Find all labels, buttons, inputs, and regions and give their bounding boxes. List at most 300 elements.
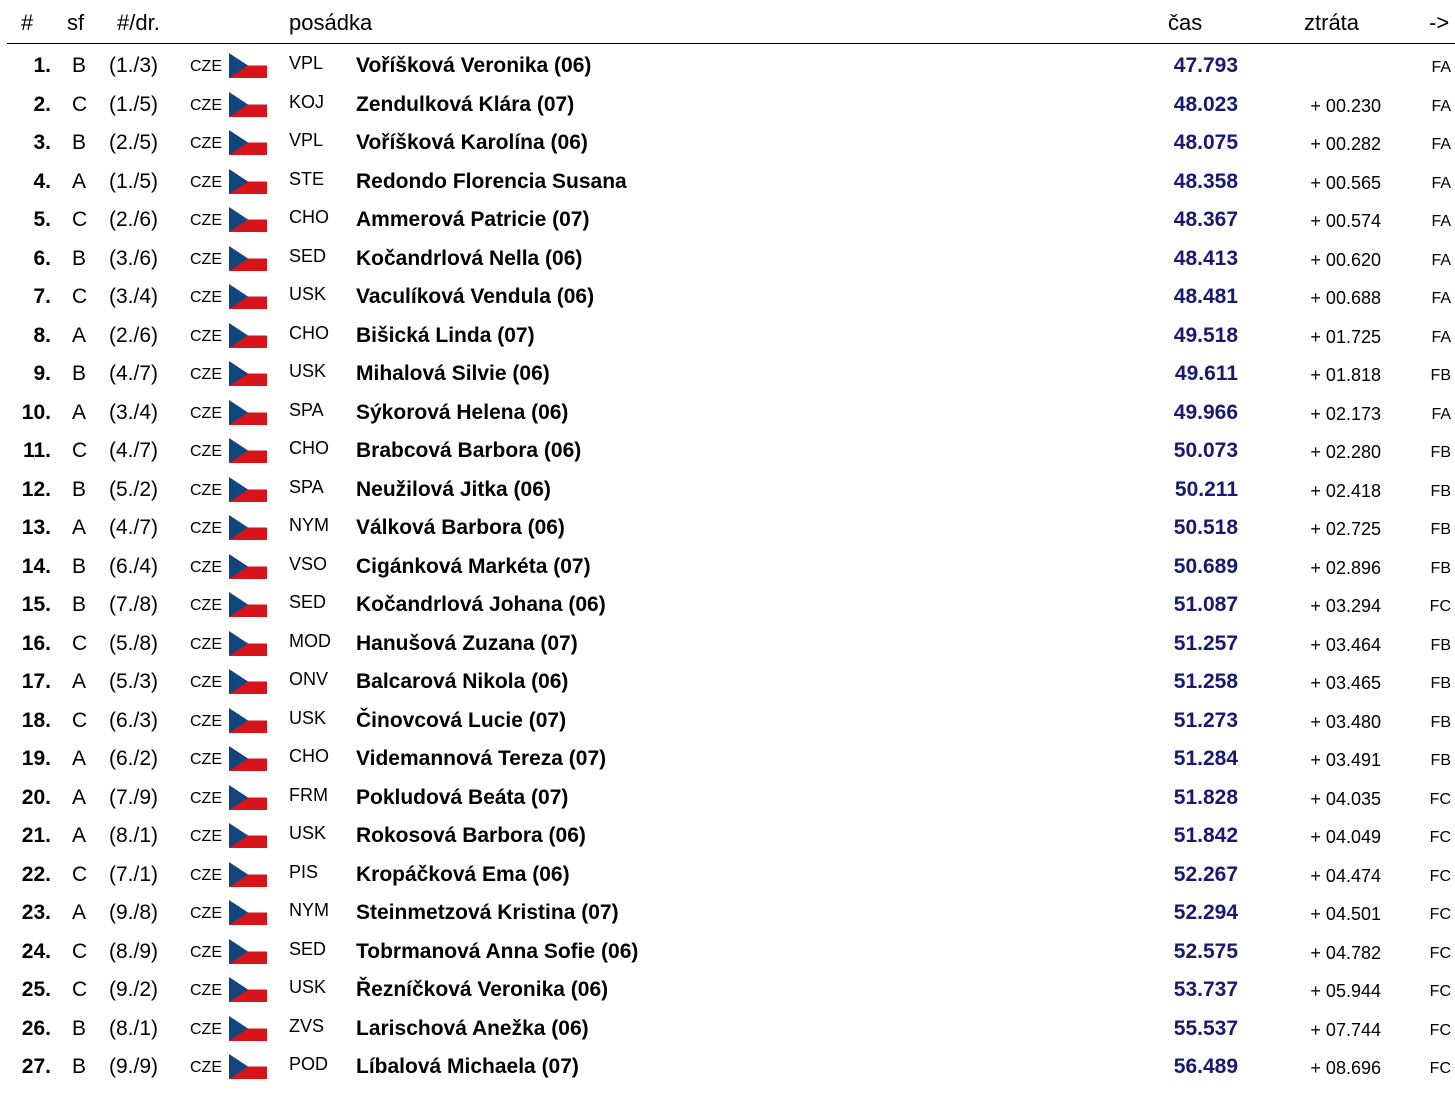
table-row xyxy=(0,780,1455,818)
semifinal-cell: A xyxy=(72,323,87,347)
place-lane-cell: (3./6) xyxy=(109,246,159,270)
place-lane-cell: (4./7) xyxy=(109,516,159,539)
club-code: CHO xyxy=(289,322,329,343)
rank-cell: 24. xyxy=(21,939,51,963)
time-cell: 51.258 xyxy=(1173,670,1238,693)
next-round-cell: FB xyxy=(1430,675,1451,692)
crew-name: Kočandrlová Nella (06) xyxy=(356,246,583,270)
nation-code: CZE xyxy=(190,443,222,460)
crew-name: Ammerová Patricie (07) xyxy=(356,208,590,231)
rank-cell: 1. xyxy=(33,54,51,77)
loss-cell: + 03.464 xyxy=(1310,634,1381,655)
semifinal-cell: A xyxy=(72,785,87,809)
rank-cell: 27. xyxy=(21,1055,51,1078)
place-lane-cell: (5./8) xyxy=(109,631,159,655)
czech-flag-icon xyxy=(229,1054,267,1079)
crew-name: Steinmetzová Kristina (07) xyxy=(356,901,619,924)
czech-flag-icon xyxy=(229,477,267,502)
semifinal-cell: C xyxy=(72,708,88,732)
rank-cell: 4. xyxy=(33,169,51,193)
semifinal-cell: B xyxy=(72,131,87,154)
semifinal-cell: C xyxy=(72,978,88,1001)
rank-cell: 13. xyxy=(21,516,51,539)
loss-cell: + 04.049 xyxy=(1310,827,1381,847)
semifinal-cell: B xyxy=(72,246,87,270)
rank-cell: 17. xyxy=(21,670,51,693)
time-cell: 49.611 xyxy=(1174,362,1238,385)
table-header xyxy=(0,0,1455,43)
crew-name: Redondo Florencia Susana xyxy=(356,169,627,193)
rank-cell: 12. xyxy=(21,477,51,501)
loss-cell: + 02.280 xyxy=(1310,442,1381,462)
time-cell: 53.737 xyxy=(1173,978,1238,1001)
club-code: ONV xyxy=(289,669,329,689)
semifinal-cell: A xyxy=(72,670,87,693)
semifinal-cell: B xyxy=(72,593,87,616)
loss-cell: + 00.620 xyxy=(1310,249,1381,270)
semifinal-cell: A xyxy=(72,824,87,847)
semifinal-cell: C xyxy=(72,631,88,655)
header-rank: # xyxy=(21,10,34,35)
rank-cell: 14. xyxy=(21,554,51,578)
semifinal-cell: A xyxy=(72,516,87,539)
crew-name: Voříšková Karolína (06) xyxy=(356,131,588,154)
header-next: -> xyxy=(1429,10,1450,35)
time-cell: 52.294 xyxy=(1173,901,1238,924)
place-lane-cell: (3./4) xyxy=(109,400,159,424)
semifinal-cell: A xyxy=(72,400,87,424)
table-row xyxy=(0,972,1455,1010)
club-code: POD xyxy=(289,1054,329,1074)
czech-flag-icon xyxy=(229,785,267,810)
nation-code: CZE xyxy=(190,1059,222,1076)
place-lane-cell: (4./7) xyxy=(109,362,159,385)
time-cell: 52.267 xyxy=(1173,862,1238,886)
next-round-cell: FC xyxy=(1429,1060,1451,1077)
nation-code: CZE xyxy=(190,635,222,653)
crew-name: Činovcová Lucie (07) xyxy=(356,708,567,732)
loss-cell: + 03.491 xyxy=(1310,750,1381,770)
club-code: MOD xyxy=(289,630,331,651)
crew-name: Neužilová Jitka (06) xyxy=(356,477,551,501)
time-cell: 48.481 xyxy=(1173,285,1238,308)
table-row xyxy=(0,318,1455,356)
next-round-cell: FA xyxy=(1431,136,1451,153)
table-row xyxy=(0,1049,1455,1087)
header-sf: sf xyxy=(67,10,85,35)
czech-flag-icon xyxy=(229,708,267,733)
nation-code: CZE xyxy=(190,366,222,383)
rank-cell: 23. xyxy=(21,901,51,924)
loss-cell: + 04.035 xyxy=(1310,788,1381,809)
club-code: VPL xyxy=(289,53,324,73)
crew-name: Vaculíková Vendula (06) xyxy=(356,285,595,308)
loss-cell: + 05.944 xyxy=(1310,981,1381,1001)
semifinal-cell: B xyxy=(72,554,87,578)
semifinal-cell: C xyxy=(72,285,88,308)
time-cell: 50.211 xyxy=(1174,477,1238,501)
next-round-cell: FB xyxy=(1430,713,1451,731)
nation-code: CZE xyxy=(190,58,222,75)
place-lane-cell: (1./3) xyxy=(109,54,159,77)
semifinal-cell: B xyxy=(72,54,87,77)
rank-cell: 22. xyxy=(21,862,51,886)
czech-flag-icon xyxy=(229,862,267,887)
table-row xyxy=(0,395,1455,433)
semifinal-cell: C xyxy=(72,862,88,886)
rank-cell: 9. xyxy=(33,362,51,385)
next-round-cell: FA xyxy=(1431,328,1451,346)
time-cell: 49.518 xyxy=(1173,323,1238,347)
place-lane-cell: (7./1) xyxy=(109,862,159,886)
place-lane-cell: (9./2) xyxy=(109,978,159,1001)
time-cell: 50.689 xyxy=(1173,554,1238,578)
header-num-dr: #/dr. xyxy=(117,10,160,35)
table-row xyxy=(0,125,1455,163)
loss-cell: + 01.725 xyxy=(1310,326,1381,347)
loss-cell: + 01.818 xyxy=(1310,365,1381,385)
nation-code: CZE xyxy=(190,96,222,114)
header-divider xyxy=(7,43,1455,44)
crew-name: Zendulková Klára (07) xyxy=(356,92,575,116)
next-round-cell: FA xyxy=(1431,290,1451,307)
place-lane-cell: (6./3) xyxy=(109,708,159,732)
time-cell: 49.966 xyxy=(1173,400,1238,424)
next-round-cell: FB xyxy=(1430,444,1451,461)
place-lane-cell: (3./4) xyxy=(109,285,159,308)
crew-name: Videmannová Tereza (07) xyxy=(356,747,607,770)
table-row xyxy=(0,433,1455,471)
crew-name: Brabcová Barbora (06) xyxy=(356,439,582,462)
loss-cell: + 07.744 xyxy=(1310,1019,1381,1040)
table-row xyxy=(0,48,1455,86)
club-code: CHO xyxy=(289,207,329,227)
place-lane-cell: (1./5) xyxy=(109,169,159,193)
club-code: USK xyxy=(289,361,327,381)
nation-code: CZE xyxy=(190,674,222,691)
crew-name: Balcarová Nikola (06) xyxy=(356,670,569,693)
table-row xyxy=(0,934,1455,972)
club-code: SED xyxy=(289,245,327,266)
club-code: ZVS xyxy=(289,1015,325,1036)
czech-flag-icon xyxy=(229,323,267,348)
club-code: SED xyxy=(289,938,327,959)
club-code: SPA xyxy=(289,476,324,497)
rank-cell: 18. xyxy=(21,708,51,732)
table-row xyxy=(0,164,1455,202)
rank-cell: 3. xyxy=(33,131,51,154)
place-lane-cell: (7./8) xyxy=(109,593,159,616)
nation-code: CZE xyxy=(190,135,222,152)
loss-cell: + 04.474 xyxy=(1310,865,1381,886)
czech-flag-icon xyxy=(229,631,267,656)
semifinal-cell: C xyxy=(72,439,88,462)
rank-cell: 25. xyxy=(21,978,51,1001)
time-cell: 56.489 xyxy=(1173,1055,1238,1078)
czech-flag-icon xyxy=(229,515,267,540)
table-row xyxy=(0,241,1455,279)
rank-cell: 8. xyxy=(33,323,51,347)
next-round-cell: FA xyxy=(1431,97,1451,115)
time-cell: 47.793 xyxy=(1173,54,1238,77)
loss-cell: + 04.501 xyxy=(1310,904,1381,924)
place-lane-cell: (6./2) xyxy=(109,747,159,770)
club-code: KOJ xyxy=(289,91,325,112)
club-code: VSO xyxy=(289,553,328,574)
czech-flag-icon xyxy=(229,669,267,694)
crew-name: Řezníčková Veronika (06) xyxy=(356,978,609,1001)
place-lane-cell: (8./1) xyxy=(109,824,159,847)
nation-code: CZE xyxy=(190,173,222,191)
crew-name: Bišická Linda (07) xyxy=(356,323,535,347)
czech-flag-icon xyxy=(229,130,267,155)
club-code: USK xyxy=(289,977,327,997)
club-code: PIS xyxy=(289,861,319,882)
club-code: USK xyxy=(289,707,327,728)
next-round-cell: FB xyxy=(1430,367,1451,384)
semifinal-cell: B xyxy=(72,477,87,501)
nation-code: CZE xyxy=(190,212,222,229)
place-lane-cell: (8./9) xyxy=(109,939,159,963)
place-lane-cell: (9./8) xyxy=(109,901,159,924)
club-code: VPL xyxy=(289,130,324,150)
czech-flag-icon xyxy=(229,284,267,309)
place-lane-cell: (2./6) xyxy=(109,323,159,347)
next-round-cell: FB xyxy=(1430,752,1451,769)
rank-cell: 19. xyxy=(21,747,51,770)
nation-code: CZE xyxy=(190,1020,222,1038)
nation-code: CZE xyxy=(190,751,222,768)
nation-code: CZE xyxy=(190,597,222,614)
place-lane-cell: (5./2) xyxy=(109,477,159,501)
table-row xyxy=(0,741,1455,779)
czech-flag-icon xyxy=(229,823,267,848)
club-code: SED xyxy=(289,592,327,612)
loss-cell: + 02.418 xyxy=(1310,480,1381,501)
club-code: USK xyxy=(289,284,327,304)
loss-cell: + 04.782 xyxy=(1310,942,1381,963)
place-lane-cell: (5./3) xyxy=(109,670,159,693)
rank-cell: 21. xyxy=(21,824,51,847)
crew-name: Larischová Anežka (06) xyxy=(356,1016,589,1040)
czech-flag-icon xyxy=(229,169,267,194)
table-row xyxy=(0,664,1455,702)
club-code: FRM xyxy=(289,784,328,805)
czech-flag-icon xyxy=(229,361,267,386)
next-round-cell: FB xyxy=(1430,636,1451,654)
nation-code: CZE xyxy=(190,943,222,961)
nation-code: CZE xyxy=(190,789,222,807)
crew-name: Válková Barbora (06) xyxy=(356,516,565,539)
crew-name: Rokosová Barbora (06) xyxy=(356,824,586,847)
semifinal-cell: C xyxy=(72,92,88,116)
table-row xyxy=(0,703,1455,741)
club-code: CHO xyxy=(289,746,329,766)
table-row xyxy=(0,895,1455,933)
place-lane-cell: (7./9) xyxy=(109,785,159,809)
time-cell: 48.358 xyxy=(1173,169,1238,193)
loss-cell: + 00.282 xyxy=(1310,134,1381,154)
club-code: NYM xyxy=(289,515,329,535)
table-row xyxy=(0,472,1455,510)
next-round-cell: FC xyxy=(1429,829,1451,846)
next-round-cell: FA xyxy=(1431,174,1451,192)
nation-code: CZE xyxy=(190,982,222,999)
crew-name: Sýkorová Helena (06) xyxy=(356,400,569,424)
header-crew: posádka xyxy=(289,10,373,35)
loss-cell: + 00.565 xyxy=(1310,172,1381,193)
rank-cell: 6. xyxy=(33,246,51,270)
rank-cell: 7. xyxy=(33,285,51,308)
rank-cell: 10. xyxy=(21,400,51,424)
loss-cell: + 00.230 xyxy=(1310,95,1381,116)
czech-flag-icon xyxy=(229,438,267,463)
crew-name: Líbalová Michaela (07) xyxy=(356,1055,579,1078)
time-cell: 51.284 xyxy=(1173,747,1238,770)
time-cell: 50.518 xyxy=(1173,516,1238,539)
time-cell: 48.075 xyxy=(1173,131,1238,154)
loss-cell: + 02.725 xyxy=(1310,519,1381,539)
semifinal-cell: B xyxy=(72,1055,87,1078)
czech-flag-icon xyxy=(229,746,267,771)
crew-name: Hanušová Zuzana (07) xyxy=(356,631,578,655)
semifinal-cell: A xyxy=(72,901,87,924)
loss-cell: + 02.173 xyxy=(1310,403,1381,424)
table-row xyxy=(0,818,1455,856)
time-cell: 48.367 xyxy=(1173,208,1238,231)
table-row xyxy=(0,1011,1455,1049)
semifinal-cell: B xyxy=(72,1016,87,1040)
next-round-cell: FA xyxy=(1431,405,1451,423)
time-cell: 51.257 xyxy=(1173,631,1238,655)
time-cell: 50.073 xyxy=(1173,439,1238,462)
time-cell: 51.087 xyxy=(1173,593,1238,616)
czech-flag-icon xyxy=(229,939,267,964)
nation-code: CZE xyxy=(190,481,222,499)
time-cell: 48.413 xyxy=(1173,246,1238,270)
crew-name: Tobrmanová Anna Sofie (06) xyxy=(356,939,639,963)
czech-flag-icon xyxy=(229,554,267,579)
table-row xyxy=(0,87,1455,125)
club-code: STE xyxy=(289,168,325,189)
loss-cell: + 08.696 xyxy=(1310,1058,1381,1078)
time-cell: 48.023 xyxy=(1173,92,1238,116)
next-round-cell: FA xyxy=(1431,251,1451,269)
crew-name: Kočandrlová Johana (06) xyxy=(356,593,606,616)
next-round-cell: FB xyxy=(1430,482,1451,500)
czech-flag-icon xyxy=(229,400,267,425)
next-round-cell: FC xyxy=(1429,944,1451,962)
czech-flag-icon xyxy=(229,592,267,617)
crew-name: Voříšková Veronika (06) xyxy=(356,54,592,77)
next-round-cell: FB xyxy=(1430,559,1451,577)
czech-flag-icon xyxy=(229,977,267,1002)
nation-code: CZE xyxy=(190,289,222,306)
semifinal-cell: B xyxy=(72,362,87,385)
czech-flag-icon xyxy=(229,92,267,117)
table-row xyxy=(0,857,1455,895)
nation-code: CZE xyxy=(190,828,222,845)
next-round-cell: FA xyxy=(1431,59,1451,76)
loss-cell: + 02.896 xyxy=(1310,557,1381,578)
place-lane-cell: (1./5) xyxy=(109,92,159,116)
place-lane-cell: (2./6) xyxy=(109,208,159,231)
next-round-cell: FC xyxy=(1429,1021,1451,1039)
nation-code: CZE xyxy=(190,250,222,268)
place-lane-cell: (9./9) xyxy=(109,1055,159,1078)
nation-code: CZE xyxy=(190,404,222,422)
semifinal-cell: A xyxy=(72,169,87,193)
next-round-cell: FC xyxy=(1429,983,1451,1000)
loss-cell: + 00.574 xyxy=(1310,211,1381,231)
nation-code: CZE xyxy=(190,327,222,345)
rank-cell: 2. xyxy=(33,92,51,116)
loss-cell: + 03.480 xyxy=(1310,711,1381,732)
nation-code: CZE xyxy=(190,866,222,884)
czech-flag-icon xyxy=(229,207,267,232)
time-cell: 52.575 xyxy=(1173,939,1238,963)
semifinal-cell: C xyxy=(72,208,88,231)
rank-cell: 5. xyxy=(33,208,51,231)
next-round-cell: FB xyxy=(1430,521,1451,538)
table-row xyxy=(0,549,1455,587)
club-code: NYM xyxy=(289,900,329,920)
place-lane-cell: (6./4) xyxy=(109,554,159,578)
loss-cell: + 00.688 xyxy=(1310,288,1381,308)
rank-cell: 16. xyxy=(21,631,51,655)
rank-cell: 11. xyxy=(22,439,51,462)
nation-code: CZE xyxy=(190,520,222,537)
loss-cell: + 03.465 xyxy=(1310,673,1381,693)
rank-cell: 15. xyxy=(21,593,51,616)
loss-cell: + 03.294 xyxy=(1310,596,1381,616)
next-round-cell: FA xyxy=(1431,213,1451,230)
rank-cell: 20. xyxy=(21,785,51,809)
czech-flag-icon xyxy=(229,1016,267,1041)
time-cell: 51.842 xyxy=(1173,824,1238,847)
place-lane-cell: (8./1) xyxy=(109,1016,159,1040)
czech-flag-icon xyxy=(229,53,267,78)
next-round-cell: FC xyxy=(1429,906,1451,923)
crew-name: Pokludová Beáta (07) xyxy=(356,785,569,809)
next-round-cell: FC xyxy=(1429,598,1451,615)
next-round-cell: FC xyxy=(1429,867,1451,885)
header-time: čas xyxy=(1168,10,1203,35)
crew-name: Cigánková Markéta (07) xyxy=(356,554,591,578)
semifinal-cell: C xyxy=(72,939,88,963)
time-cell: 51.273 xyxy=(1173,708,1238,732)
nation-code: CZE xyxy=(190,905,222,922)
semifinal-cell: A xyxy=(72,747,87,770)
club-code: USK xyxy=(289,823,327,843)
time-cell: 55.537 xyxy=(1173,1016,1238,1040)
table-row xyxy=(0,356,1455,394)
place-lane-cell: (2./5) xyxy=(109,131,159,154)
crew-name: Mihalová Silvie (06) xyxy=(356,362,550,385)
czech-flag-icon xyxy=(229,900,267,925)
place-lane-cell: (4./7) xyxy=(109,439,159,462)
club-code: CHO xyxy=(289,438,329,458)
nation-code: CZE xyxy=(190,558,222,576)
rank-cell: 26. xyxy=(21,1016,51,1040)
crew-name: Kropáčková Ema (06) xyxy=(356,862,570,886)
next-round-cell: FC xyxy=(1429,790,1451,808)
table-row xyxy=(0,626,1455,664)
table-row xyxy=(0,279,1455,317)
czech-flag-icon xyxy=(229,246,267,271)
table-row xyxy=(0,587,1455,625)
table-row xyxy=(0,510,1455,548)
